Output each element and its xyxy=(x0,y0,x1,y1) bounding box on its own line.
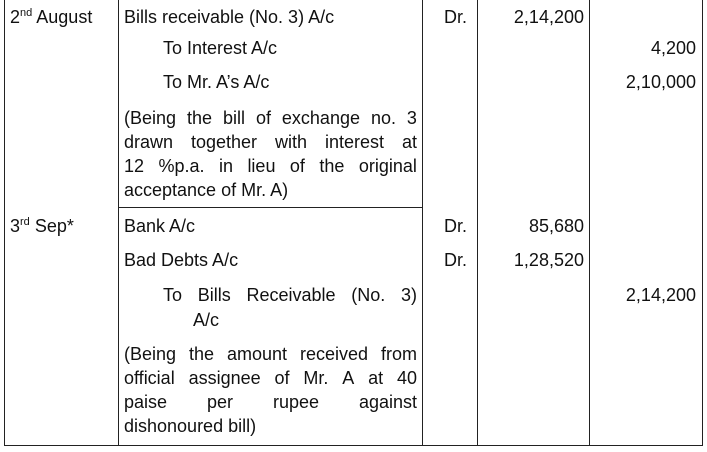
border-right xyxy=(702,0,703,446)
narration xyxy=(124,106,417,202)
date-month: Sep* xyxy=(34,216,74,236)
credit-amount: 2,10,000 xyxy=(625,72,696,92)
dr-label: Dr. xyxy=(444,250,468,270)
account-name: Bad Debts A/c xyxy=(124,250,239,270)
account-name: Bank A/c xyxy=(124,216,196,236)
divider-date-particulars xyxy=(118,0,119,446)
date-day: 2 xyxy=(10,7,21,27)
divider-particulars-lf xyxy=(422,0,423,446)
divider-debit-credit xyxy=(589,0,590,446)
narration-line: (Being the amount received from xyxy=(124,344,417,364)
date-suffix: nd xyxy=(20,7,33,19)
credit-amount: 2,14,200 xyxy=(625,285,696,305)
account-name: Bills receivable (No. 3) A/c xyxy=(124,7,335,27)
date-suffix: rd xyxy=(20,216,30,228)
narration-line: drawn together with interest at xyxy=(124,132,417,152)
narration-line: (Being the bill of exchange no. 3 xyxy=(124,108,417,128)
divider-lf-debit xyxy=(477,0,478,446)
narration-line: acceptance of Mr. A) xyxy=(124,180,289,200)
date-month: August xyxy=(36,7,93,27)
account-name: To Interest A/c xyxy=(163,38,278,58)
date-day: 3 xyxy=(10,216,21,236)
dr-label: Dr. xyxy=(444,216,468,236)
account-name: To Bills Receivable (No. 3) A/c xyxy=(163,285,417,330)
border-bottom xyxy=(4,445,703,446)
entry-separator xyxy=(118,207,423,208)
debit-amount: 1,28,520 xyxy=(513,250,584,270)
narration-line: official assignee of Mr. A at 40 xyxy=(124,368,417,388)
narration xyxy=(124,342,417,438)
account-name: To Mr. A’s A/c xyxy=(163,72,270,92)
debit-amount: 85,680 xyxy=(528,216,584,236)
entry-date xyxy=(10,7,92,28)
entry-date xyxy=(10,216,74,237)
narration-line: dishonoured bill) xyxy=(124,416,257,436)
dr-label: Dr. xyxy=(444,7,468,27)
narration-line: 12 %p.a. in lieu of the original xyxy=(124,156,417,176)
credit-amount: 4,200 xyxy=(650,38,696,58)
border-left xyxy=(4,0,5,446)
narration-line: paise per rupee against xyxy=(124,392,417,412)
debit-amount: 2,14,200 xyxy=(513,7,584,27)
